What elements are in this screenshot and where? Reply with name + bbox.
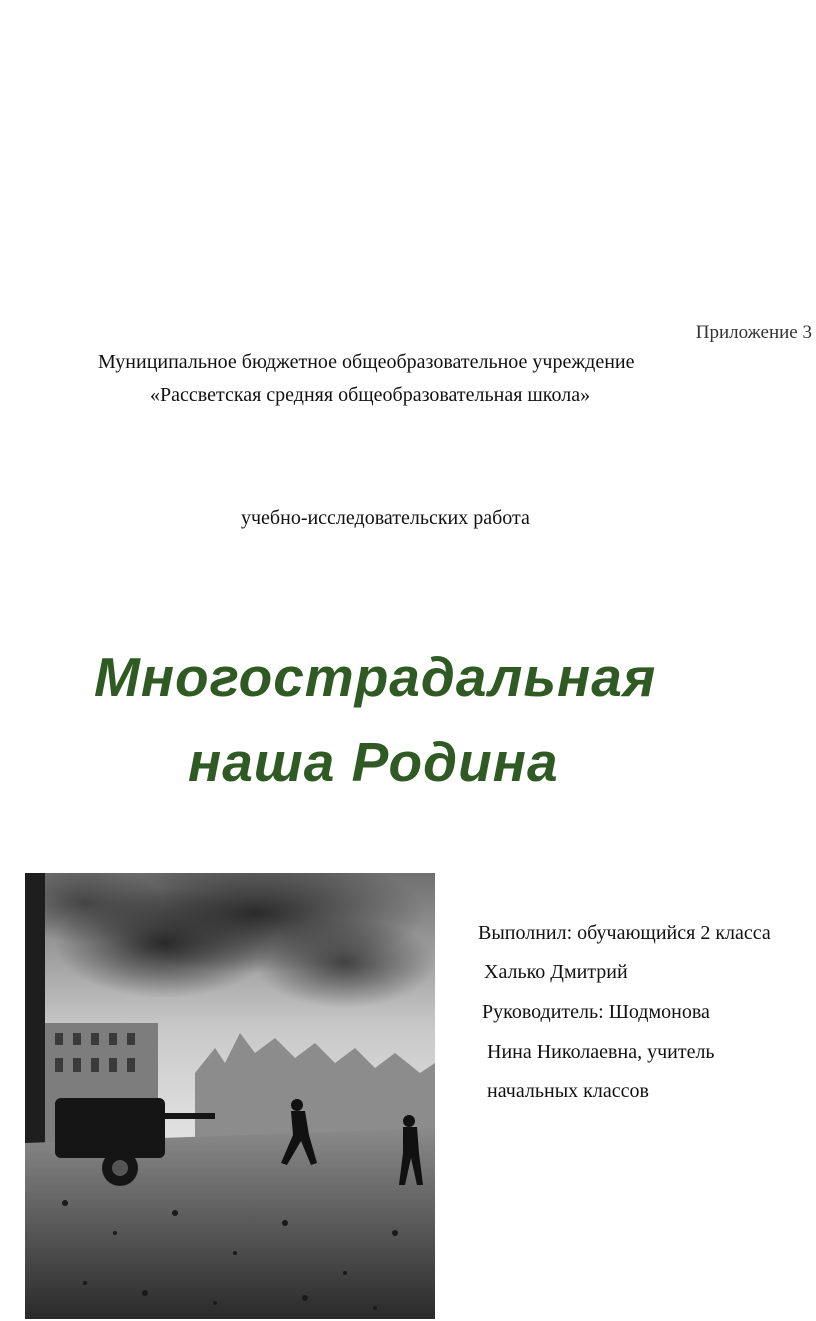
school-name-line-2: «Рассветская средняя общеобразовательная школа»	[150, 384, 591, 406]
supervisor-name: Нина Николаевна, учитель	[487, 1041, 715, 1063]
supervisor-role: начальных классов	[487, 1080, 649, 1102]
title-line-2: наша Родина	[188, 731, 559, 793]
war-photo	[25, 873, 435, 1319]
author-name: Халько Дмитрий	[484, 961, 628, 983]
school-name-line-1: Муниципальное бюджетное общеобразовательное учреждение	[98, 351, 635, 373]
author-line: Выполнил: обучающийся 2 класса	[478, 922, 771, 944]
work-type-label: учебно-исследовательских работа	[241, 507, 530, 529]
appendix-label: Приложение 3	[695, 322, 812, 343]
title-line-1: Многострадальная	[94, 646, 657, 708]
supervisor-line: Руководитель: Шодмонова	[482, 1001, 710, 1023]
